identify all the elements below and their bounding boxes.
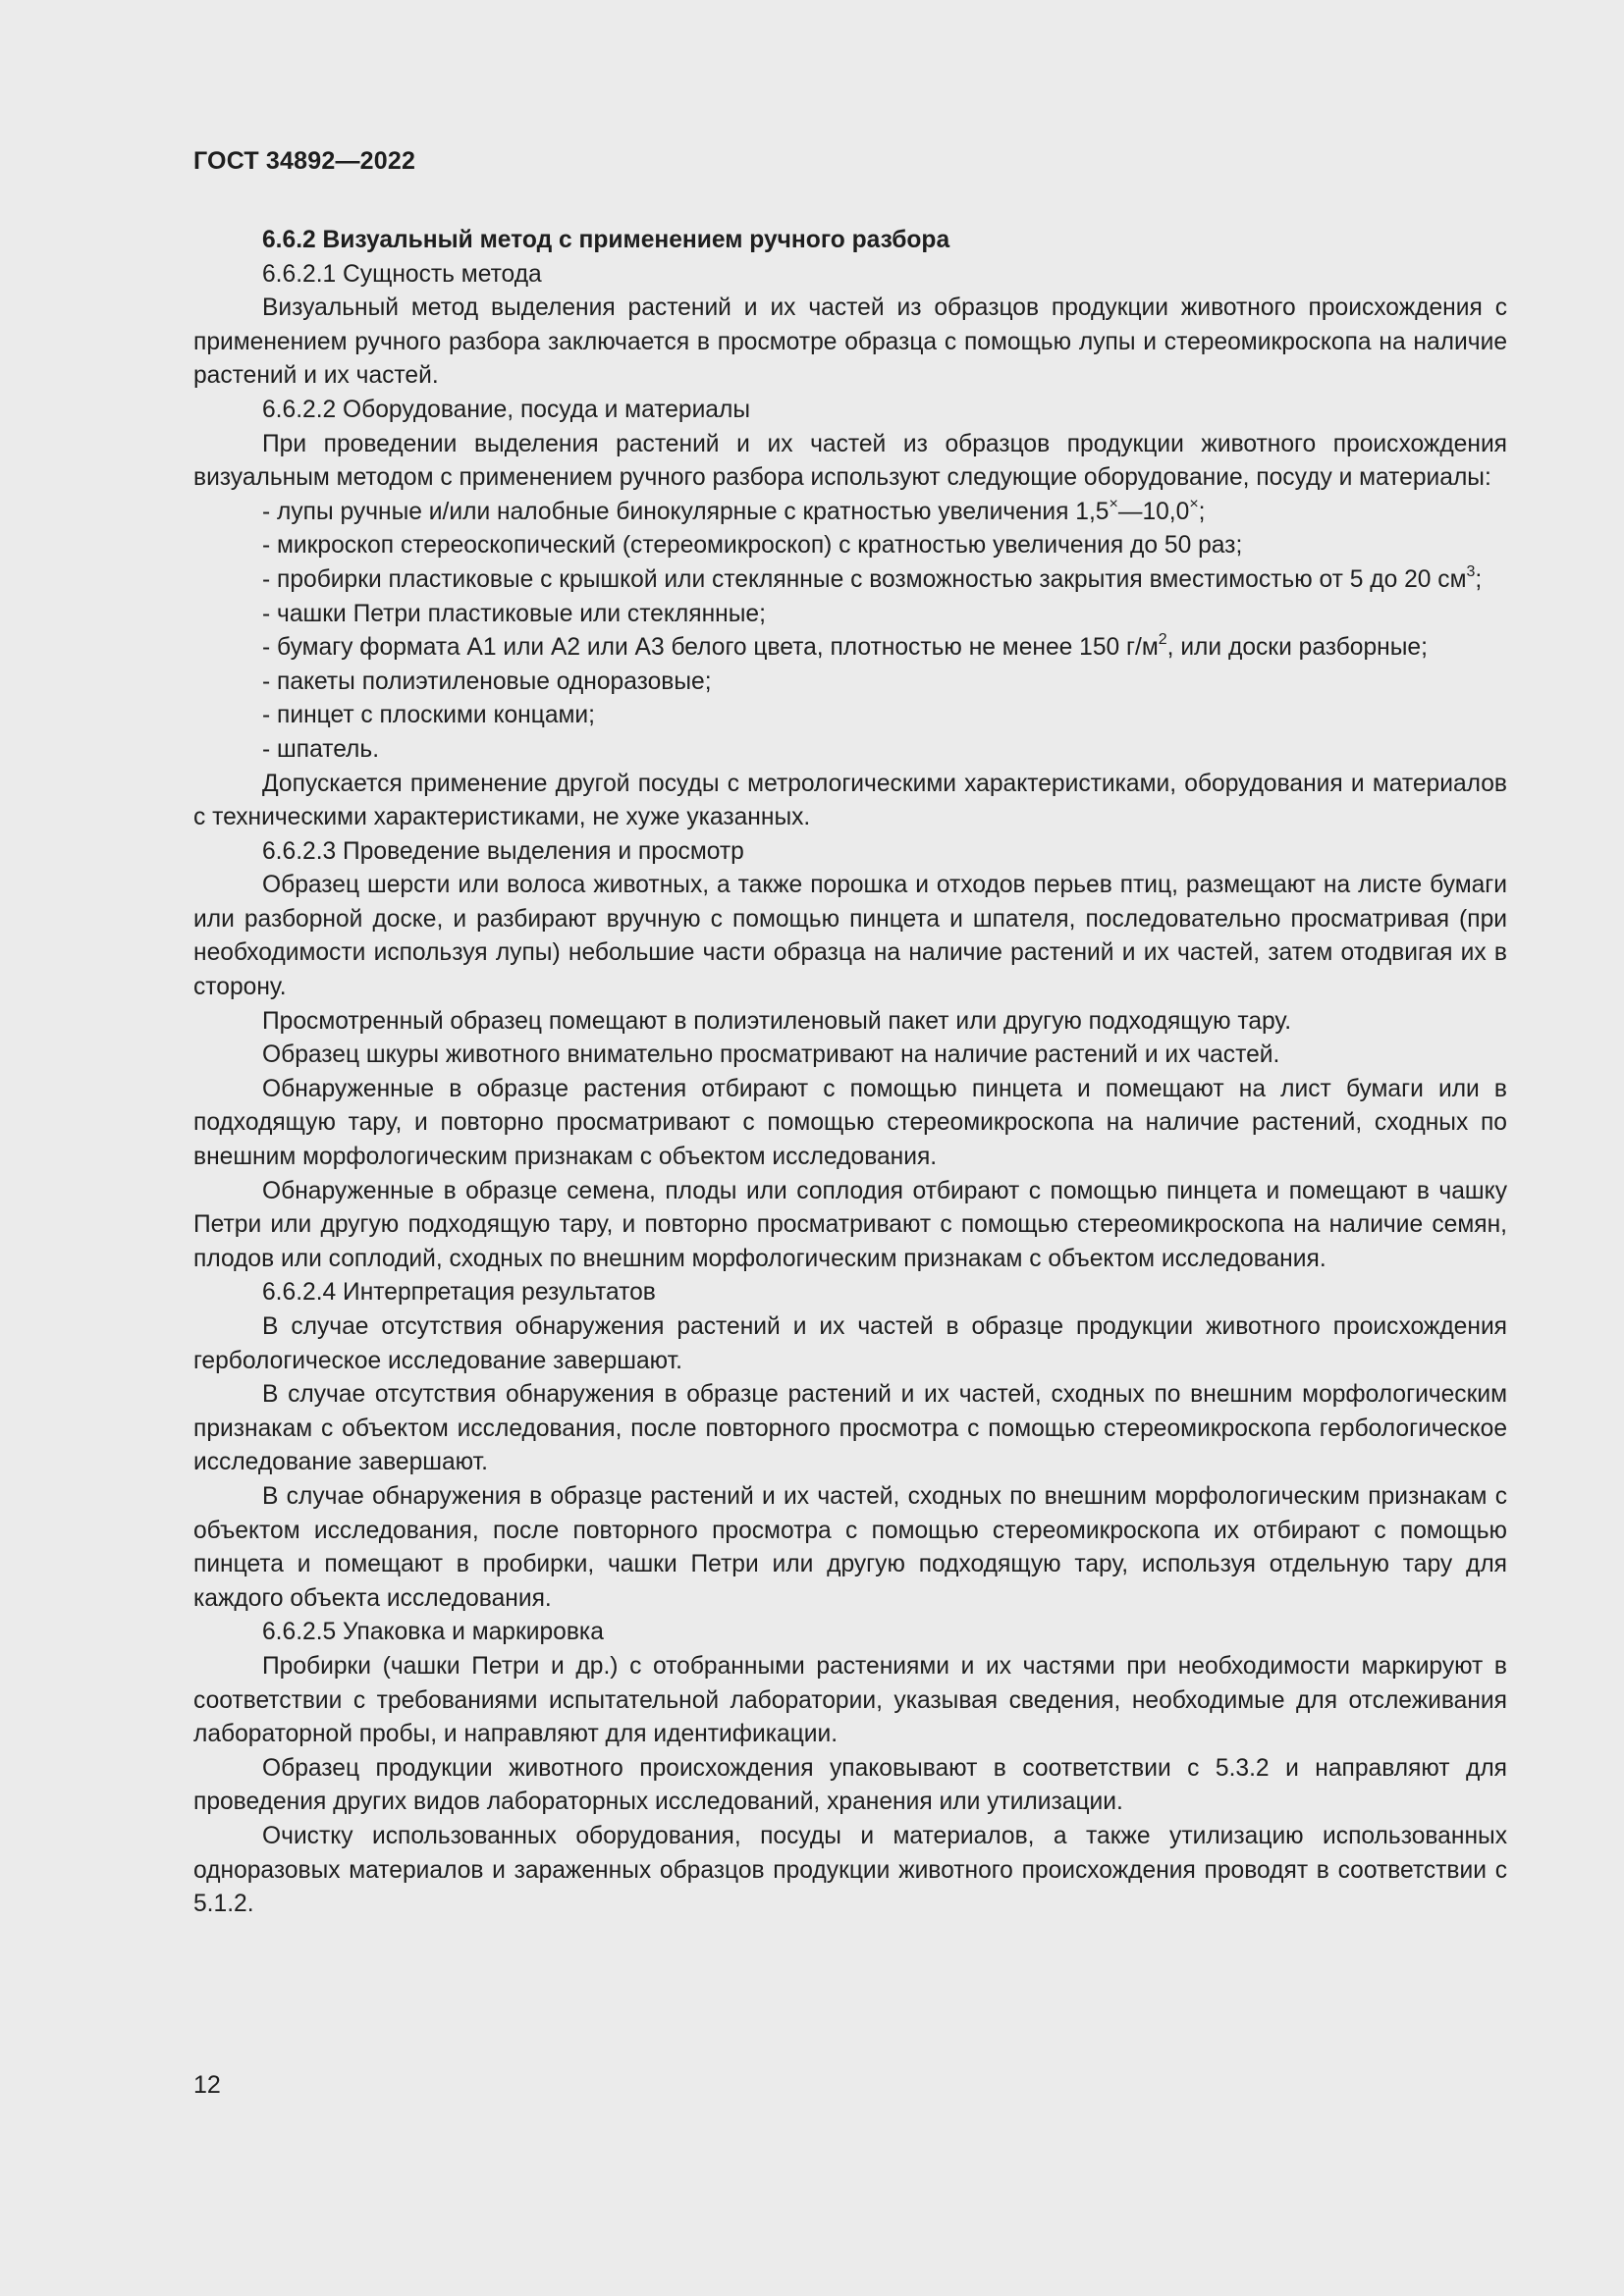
list-item: - шпатель. (262, 735, 380, 763)
paragraph: В случае отсутствия обнаружения в образце растений и их частей, сходных по внешним морфологическим признакам с объектом исследования, после повторного просмотра с помощью стереомикроскопа гербологическое исследование завершают. (193, 1381, 1507, 1476)
list-item: - лупы ручные и/или налобные бинокулярные с кратностью увеличения 1,5×—10,0×; (262, 495, 1206, 525)
standard-header: ГОСТ 34892—2022 (193, 147, 416, 175)
section-6-6-2-5-heading: 6.6.2.5 Упаковка и маркировка (262, 1619, 604, 1646)
paragraph: Обнаруженные в образце растения отбирают с помощью пинцета и помещают на лист бумаги или в подходящую тару, и повторно просматривают с помощью стереомикроскопа на наличие растений, сходных по внешним морфологическим признакам с объектом исследования. (193, 1075, 1507, 1171)
list-item: - чашки Петри пластиковые или стеклянные; (262, 600, 766, 627)
paragraph: В случае обнаружения в образце растений и их частей, сходных по внешним морфологическим признакам с объектом исследования, после повторного просмотра с помощью стереомикроскопа их отбирают с помощью пинцета и помещают в пробирки, чашки Петри или другую подходящую тару, используя отдельную тару для каждого объекта исследования. (193, 1482, 1507, 1612)
paragraph: Просмотренный образец помещают в полиэтиленовый пакет или другую подходящую тару. (262, 1007, 1292, 1035)
list-item: - бумагу формата А1 или А2 или А3 белого цвета, плотностью не менее 150 $г/м^2$, или доски разборные; (262, 630, 1428, 662)
paragraph: В случае отсутствия обнаружения растений и их частей в образце продукции животного происхождения гербологическое исследование завершают. (193, 1313, 1507, 1374)
list-item: - пробирки пластиковые с крышкой или стеклянные с возможностью закрытия вместимостью от 5 до 20 $см^3$; (262, 562, 1483, 593)
paragraph: Визуальный метод выделения растений и их частей из образцов продукции животного происхождения с применением ручного разбора заключается в просмотре образца с помощью лупы и стереомикроскопа на наличие растений и их частей. (193, 294, 1507, 390)
paragraph: Пробирки (чашки Петри и др.) с отобранными растениями и их частями при необходимости маркируют в соответствии с требованиями испытательной лаборатории, указывая сведения, необходимые для отслеживания лабораторной пробы, и направляют для идентификации. (193, 1652, 1507, 1748)
paragraph: Допускается применение другой посуды с метрологическими характеристиками, оборудования и материалов с техническими характеристиками, не хуже указанных. (193, 770, 1507, 831)
paragraph: Образец продукции животного происхождения упаковывают в соответствии с 5.3.2 и направляют для проведения других видов лабораторных исследований, хранения или утилизации. (193, 1754, 1507, 1816)
paragraph: Обнаруженные в образце семена, плоды или соплодия отбирают с помощью пинцета и помещают в чашку Петри или другую подходящую тару, и повторно просматривают с помощью стереомикроскопа на наличие семян, плодов или соплодий, сходных по внешним морфологическим признакам с объектом исследования. (193, 1177, 1507, 1272)
section-6-6-2-2-heading: 6.6.2.2 Оборудование, посуда и материалы (262, 396, 751, 423)
paragraph: Образец шерсти или волоса животных, а также порошка и отходов перьев птиц, размещают на листе бумаги или разборной доске, и разбирают вручную с помощью пинцета и шпателя, последовательно просматривая (при необходимости используя лупы) небольшие части образца на наличие растений и их частей, затем отодвигая их в сторону. (193, 872, 1507, 1001)
list-item: - пинцет с плоскими концами; (262, 702, 595, 729)
paragraph: Очистку использованных оборудования, посуды и материалов, а также утилизацию использованных одноразовых материалов и зараженных образцов продукции животного происхождения проводят в соответствии с 5.1.2. (193, 1822, 1507, 1918)
section-6-6-2-3-heading: 6.6.2.3 Проведение выделения и просмотр (262, 837, 744, 865)
section-6-6-2-heading: 6.6.2 Визуальный метод с применением ручного разбора (262, 227, 950, 253)
section-6-6-2-1-heading: 6.6.2.1 Сущность метода (262, 260, 542, 288)
page-number: 12 (193, 2071, 221, 2099)
list-item: - микроскоп стереоскопический (стереомикроскоп) с кратностью увеличения до 50 раз; (262, 532, 1243, 560)
paragraph: При проведении выделения растений и их частей из образцов продукции животного происхождения визуальным методом с применением ручного разбора используют следующие оборудование, посуду и материалы: (193, 430, 1507, 492)
list-item: - пакеты полиэтиленовые одноразовые; (262, 667, 712, 695)
section-6-6-2-4-heading: 6.6.2.4 Интерпретация результатов (262, 1279, 656, 1307)
paragraph: Образец шкуры животного внимательно просматривают на наличие растений и их частей. (262, 1041, 1280, 1069)
document-body (193, 224, 1507, 1922)
